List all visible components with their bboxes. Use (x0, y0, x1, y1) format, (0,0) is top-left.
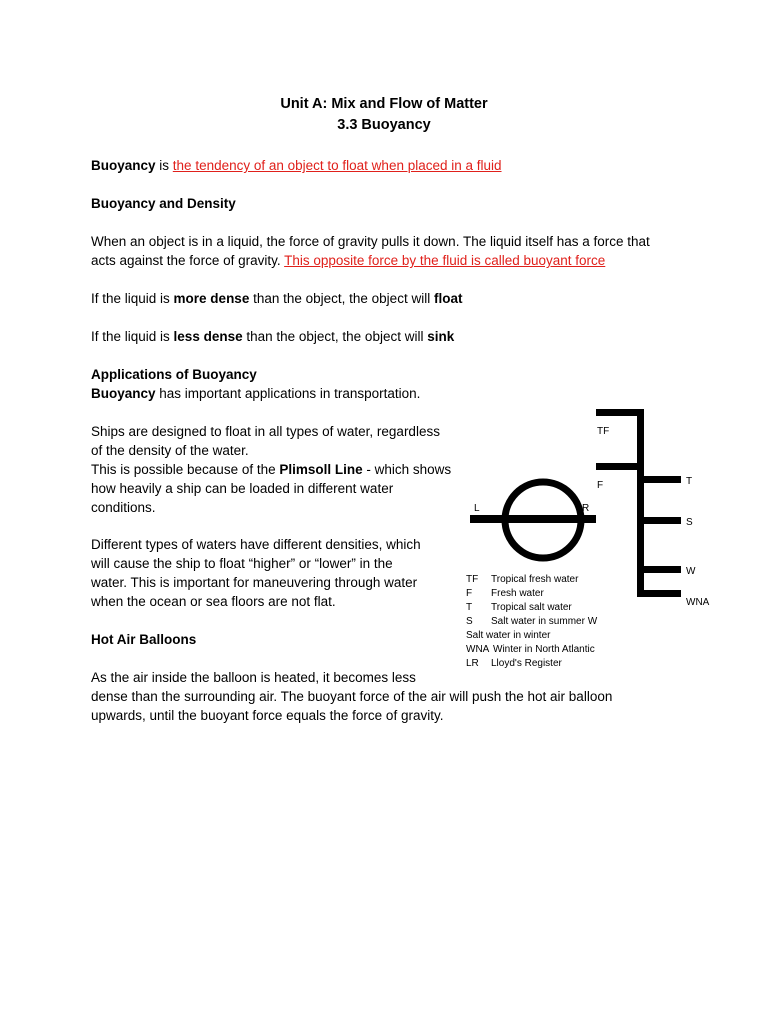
applications-intro-term: Buoyancy (91, 386, 156, 401)
buoyancy-definition (91, 156, 502, 175)
label-S: S (686, 517, 693, 528)
sink-term: sink (427, 329, 455, 344)
gravity-line-1: When an object is in a liquid, the force of gravity pulls it down. The liquid itself has a force that (91, 234, 650, 249)
load-line-F (596, 463, 644, 470)
ships-line-3-post: - which shows (362, 462, 452, 477)
ships-line-4: how heavily a ship can be loaded in different water (91, 481, 394, 496)
less-dense-mid: than the object, the object will (242, 329, 428, 344)
heading-buoyancy-density (91, 194, 236, 213)
legend-abbr-6: LR (466, 658, 479, 669)
applications-intro-text: has important applications in transportation. (155, 386, 421, 401)
load-line-S (637, 517, 681, 524)
unit-title: Unit A: Mix and Flow of Matter (280, 96, 488, 112)
label-T: T (686, 476, 693, 487)
more-dense-mid: than the object, the object will (249, 291, 434, 306)
load-line-W (637, 566, 681, 573)
legend-desc-6: Lloyd's Register (491, 658, 562, 669)
definition-term: Buoyancy (91, 158, 156, 173)
legend-abbr-1: F (466, 588, 473, 599)
legend-desc-3: Salt water in summer W (491, 616, 598, 627)
legend-abbr-3: S (466, 616, 473, 627)
legend-desc-0: Tropical fresh water (491, 574, 579, 585)
legend-desc-1: Fresh water (491, 588, 544, 599)
ships-line-3 (91, 460, 451, 479)
applications-intro (91, 384, 420, 403)
less-dense-term: less dense (173, 329, 243, 344)
gravity-paragraph (91, 232, 650, 270)
heading-buoyancy-density-text: Buoyancy and Density (91, 196, 236, 211)
diagram-legend (466, 574, 598, 669)
label-R: R (582, 503, 590, 514)
legend-desc-5: Winter in North Atlantic (493, 644, 595, 655)
ships-paragraph (91, 422, 451, 517)
balloons-line-1: As the air inside the balloon is heated, it becomes less (91, 670, 416, 685)
heading-applications: Applications of Buoyancy (91, 367, 257, 382)
buoyant-force-definition: This opposite force by the fluid is called buoyant force (284, 253, 606, 268)
more-dense-term: more dense (173, 291, 250, 306)
heading-hot-air-balloons (91, 630, 196, 649)
ships-line-1: Ships are designed to float in all types of water, regardless (91, 424, 440, 439)
waters-line-2: will cause the ship to float “higher” or “lower” in the (91, 556, 393, 571)
waters-line-3: water. This is important for maneuvering through water (91, 575, 418, 590)
definition-text: the tendency of an object to float when placed in a fluid (172, 158, 502, 173)
gravity-line-2 (91, 251, 650, 270)
label-WNA: WNA (686, 597, 710, 608)
plimsoll-line-diagram (460, 400, 720, 680)
legend-desc-2: Tropical salt water (491, 602, 572, 613)
legend-abbr-2: T (466, 602, 473, 613)
more-dense-pre: If the liquid is (91, 291, 174, 306)
ships-line-5: conditions. (91, 500, 156, 515)
balloons-line-2: dense than the surrounding air. The buoyant force of the air will push the hot air balloon (91, 689, 613, 704)
waters-line-4: when the ocean or sea floors are not flat. (91, 594, 336, 609)
more-dense-statement (91, 289, 462, 308)
section-title: 3.3 Buoyancy (337, 117, 431, 133)
load-line-T (637, 476, 681, 483)
plimsoll-horizontal-bar (470, 515, 596, 523)
less-dense-statement (91, 327, 454, 346)
balloons-line-3: upwards, until the buoyant force equals the force of gravity. (91, 708, 444, 723)
applications-section (91, 365, 420, 403)
legend-abbr-0: TF (466, 574, 479, 585)
plimsoll-line-term: Plimsoll Line (279, 462, 363, 477)
definition-is: is (155, 158, 173, 173)
load-line-WNA (637, 590, 681, 597)
label-L: L (474, 503, 480, 514)
load-line-TF (596, 409, 644, 416)
legend-desc-4: Salt water in winter (466, 630, 551, 641)
label-TF: TF (597, 426, 610, 437)
heading-hot-air-balloons-text: Hot Air Balloons (91, 632, 197, 647)
gravity-line-2-text: acts against the force of gravity. (91, 253, 285, 268)
label-F: F (597, 480, 604, 491)
label-W: W (686, 566, 696, 577)
ships-line-3-pre: This is possible because of the (91, 462, 280, 477)
waters-line-1: Different types of waters have different densities, which (91, 537, 421, 552)
waters-paragraph (91, 535, 421, 611)
float-term: float (433, 291, 463, 306)
less-dense-pre: If the liquid is (91, 329, 174, 344)
ships-line-2: of the density of the water. (91, 443, 249, 458)
legend-abbr-5: WNA (466, 644, 490, 655)
